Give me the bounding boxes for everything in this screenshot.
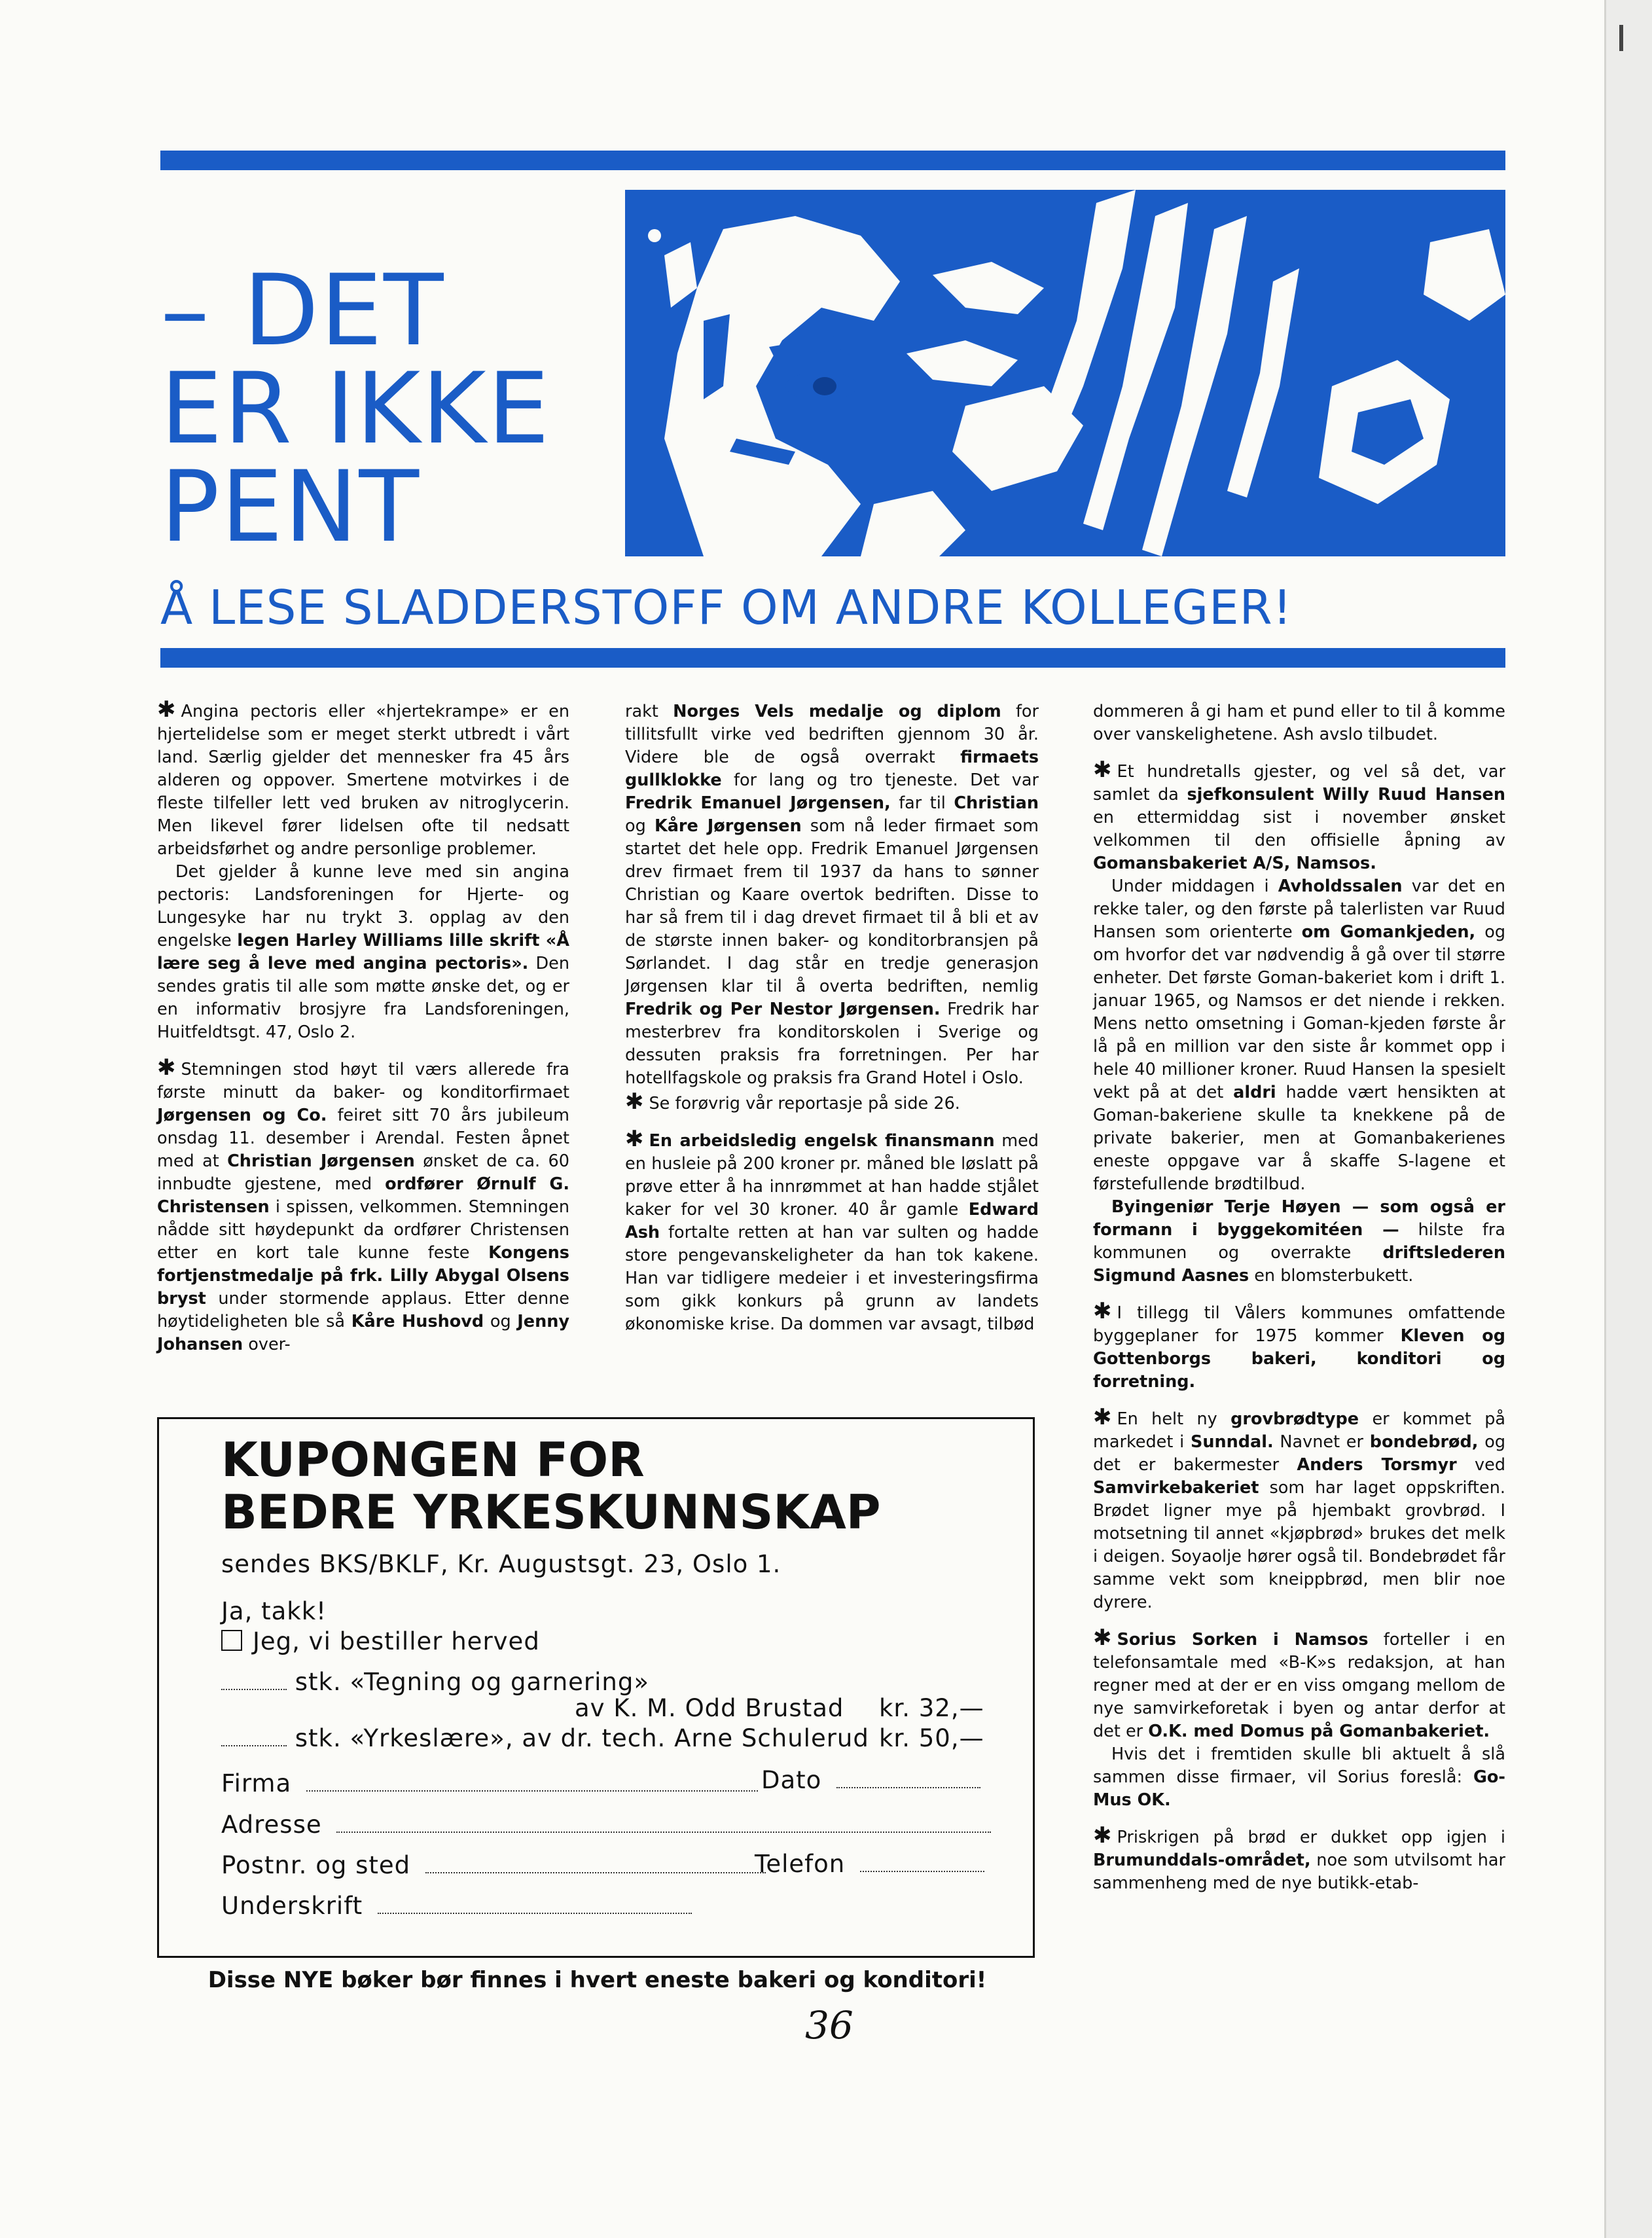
- headline-line-2: ER IKKE: [160, 352, 551, 466]
- portrait-illustration-icon: [625, 190, 1505, 556]
- item-text: noe som utvilsomt har sammenheng med de nye butikk-etab-: [1093, 1850, 1505, 1893]
- item-text: Navnet er: [1280, 1432, 1363, 1452]
- item-text: en ettermiddag sist i november ønsket velkommen til den offisielle åpning av: [1093, 808, 1505, 850]
- bottom-rule: [160, 648, 1505, 668]
- adresse-label: Adresse: [221, 1811, 322, 1839]
- item-text: Hvis det i fremtiden skulle bli aktuelt å slå sammen disse firmaer, vil Sorius foreslå:: [1093, 1744, 1505, 1787]
- telefon-label: Telefon: [755, 1850, 846, 1878]
- item-text-bold: Sorius Sorken i Namsos: [1117, 1630, 1369, 1650]
- item-text: feiret sitt 70 års jubileum onsdag 11. desember i Arendal. Festen åpnet med at: [157, 1106, 569, 1171]
- item-text-bold: bondebrød,: [1369, 1432, 1479, 1452]
- asterisk-icon: ✱: [625, 1089, 644, 1115]
- item-text: for tillitsfullt virke ved bedriften gjennom 30 år. Videre ble de også overrakt: [625, 702, 1039, 767]
- page-edge: [1604, 0, 1652, 2238]
- item-text-bold: Norges Vels medalje og diplom: [673, 702, 1001, 721]
- coupon-title-line-1: KUPONGEN FOR: [221, 1432, 645, 1487]
- telefon-field[interactable]: [860, 1856, 984, 1872]
- news-item: [1093, 1404, 1506, 1614]
- underskrift-label: Underskrift: [221, 1892, 363, 1920]
- column-1: [157, 696, 570, 1371]
- quantity-field-1[interactable]: [221, 1674, 287, 1690]
- item-text: forteller i en telefonsamtale med «B-K»s redaksjon, at han regner med at der er en viss omgang mellom de nye samvirkeforetak i byen og antar derfor at det er: [1093, 1630, 1505, 1741]
- item-text: under stormende applaus. Etter denne høytideligheten ble så: [157, 1289, 569, 1331]
- coupon-yes: Ja, takk!: [221, 1597, 327, 1625]
- order-checkbox[interactable]: [221, 1630, 242, 1651]
- item-text-bold: firmaets gullklokke: [625, 748, 1039, 790]
- item-text-bold: Avholdssalen: [1278, 876, 1403, 896]
- item-text-bold: En arbeidsledig engelsk finansmann: [649, 1131, 995, 1151]
- item-text-bold: Christian: [954, 793, 1039, 813]
- news-item: [625, 1089, 1039, 1115]
- postnr-field[interactable]: [425, 1858, 766, 1873]
- item-text-bold: om Gomankjeden,: [1301, 922, 1476, 942]
- item-text: og om hvorfor det var nødvendig å gå over til større enheter. Det første Goman-bakeriet kom i drift 1. januar 1965, og Namsos er det niende i rekken. Mens netto omsetning i Goman-kjeden første år lå på en million var den siste år kommet opp i hele 40 millioner kroner. Ruud Hansen la spesielt vekt på at det: [1093, 922, 1506, 1102]
- item-text: ved: [1475, 1455, 1506, 1475]
- adresse-field[interactable]: [336, 1817, 991, 1833]
- column-2: [625, 700, 1039, 1350]
- firma-row: [221, 1769, 758, 1798]
- item-text-bold: aldri: [1233, 1083, 1276, 1102]
- firma-field[interactable]: [306, 1776, 758, 1792]
- item-text: Under middagen i: [1111, 876, 1269, 896]
- item-text-bold: Sunndal.: [1190, 1432, 1274, 1452]
- item-text: Stemningen stod høyt til værs allerede fra første minutt da baker- og konditorfirmaet: [157, 1060, 569, 1102]
- telefon-row: [755, 1850, 984, 1879]
- item-text: Priskrigen på brød er dukket opp igjen i: [1117, 1828, 1505, 1847]
- corner-mark: [1619, 25, 1623, 51]
- item-text-bold: legen Harley Williams lille skrift «Å lære seg å leve med angina pectoris».: [157, 931, 569, 973]
- asterisk-icon: ✱: [1093, 1822, 1112, 1849]
- postnr-row: [221, 1851, 766, 1880]
- coupon-title-line-2: BEDRE YRKESKUNNSKAP: [221, 1485, 881, 1540]
- item-text: over-: [248, 1335, 291, 1354]
- item-text-bold: Go-Mus OK.: [1093, 1767, 1506, 1810]
- item-text-bold: Kleven og Gottenborgs bakeri,: [1093, 1326, 1505, 1369]
- item-text: som nå leder firmaet som startet det hele opp. Fredrik Emanuel Jørgensen drev firmaet frem til 1937 da hans to sønner Christian og Kaare overtok bedriften. Disse to har så frem til i dag drevet firmaet til å bli et av de største innen baker- og konditorbransjen på Sørlandet. I dag står en tredje generasjon Jørgensen klar til å overta bedriften, nemlig: [625, 816, 1039, 996]
- item-text: i spissen, velkommen. Stemningen nådde sitt høydepunkt da ordfører Christensen etter en kort tale kunne feste: [157, 1197, 570, 1263]
- headline-line-3: PENT: [160, 450, 421, 564]
- item-text: Se forøvrig vår reportasje på side 26.: [649, 1094, 960, 1113]
- item-text: med en husleie på 200 kroner pr. måned ble løslatt på prøve etter å ha innrømmet at han hadde stjålet kaker for vel 30 kroner. 40 år gamle: [625, 1131, 1039, 1219]
- asterisk-icon: ✱: [1093, 1625, 1112, 1651]
- underskrift-field[interactable]: [378, 1898, 692, 1914]
- item-text-bold: O.K. med Domus på Gomanbakeriet.: [1148, 1722, 1490, 1741]
- item-text: rakt: [625, 702, 658, 721]
- item-text-bold: Edward Ash: [625, 1200, 1039, 1242]
- item-text-bold: sjefkonsulent Willy Ruud Hansen: [1187, 785, 1505, 804]
- headline-line-1: – DET: [160, 254, 445, 368]
- news-item: [1093, 1625, 1506, 1812]
- news-item: [625, 700, 1039, 1090]
- news-item: [625, 1126, 1039, 1336]
- book-2-price: kr. 50,—: [879, 1724, 984, 1752]
- quantity-field-2[interactable]: [221, 1731, 287, 1746]
- news-item: [157, 696, 569, 1044]
- news-item: [157, 1055, 570, 1356]
- item-text: dommeren å gi ham et pund eller to til å komme over vanskelighetene. Ash avslo tilbudet.: [1093, 702, 1505, 744]
- item-text-bold: Kongens fortjenstmedalje på frk. Lilly Abygal Olsens bryst: [157, 1243, 569, 1309]
- item-text: hadde vært hensikten at Goman-bakeriene skulle ta knekkene på de private bakerier, men at Gomanbakerienes eneste oppgave var å skaffe S-lagene et førstefullende brødtilbud.: [1093, 1083, 1506, 1194]
- postnr-label: Postnr. og sted: [221, 1851, 411, 1879]
- item-text-bold: Gomansbakeriet A/S, Namsos.: [1093, 854, 1376, 873]
- item-text-bold: Jørgensen og Co.: [157, 1106, 327, 1125]
- item-text: som har laget oppskriften. Brødet ligner mye på hjembakt grovbrød. I motsetning til annet «kjøpbrød» brukes det melk i deigen. Soyaolje hører også til. Bondebrødet får samme vekt som kneippbrød, men blir noe dyrere.: [1093, 1478, 1505, 1612]
- coupon-book-2: [221, 1724, 869, 1753]
- adresse-row: [221, 1811, 991, 1839]
- item-text-bold: Fredrik Emanuel Jørgensen,: [625, 793, 891, 813]
- book-1-author: av K. M. Odd Brustad: [575, 1694, 844, 1722]
- item-text: ønsket de ca. 60 innbudte gjestene, med: [157, 1151, 569, 1194]
- item-text-bold: Kåre Hushovd: [351, 1312, 484, 1331]
- item-text-bold: Jenny Johansen: [157, 1312, 570, 1354]
- item-text-bold: Kåre Jørgensen: [654, 816, 802, 836]
- book-1-price: kr. 32,—: [879, 1694, 984, 1722]
- item-text-bold: Christian Jørgensen: [227, 1151, 415, 1171]
- item-text: En helt ny: [1117, 1409, 1217, 1429]
- news-item: [1093, 757, 1506, 1288]
- item-text: Et hundretalls gjester, og vel så det, var samlet da: [1093, 762, 1505, 804]
- item-text-bold: Brumunddals-området,: [1093, 1850, 1311, 1870]
- item-text-bold: Anders Torsmyr: [1297, 1455, 1457, 1475]
- top-rule: [160, 151, 1505, 170]
- item-text-bold: konditori og forretning.: [1093, 1349, 1505, 1392]
- subheadline: Å LESE SLADDERSTOFF OM ANDRE KOLLEGER!: [160, 580, 1293, 635]
- item-text: og det er bakermester: [1093, 1432, 1506, 1475]
- book-1-label: stk. «Tegning og garnering»: [295, 1668, 649, 1696]
- column-3: [1093, 700, 1505, 1909]
- firma-label: Firma: [221, 1769, 292, 1797]
- item-text: og: [625, 816, 646, 836]
- item-text-bold: ordfører Ørnulf G. Christensen: [157, 1174, 570, 1217]
- coupon-footer: Disse NYE bøker bør finnes i hvert eneste bakeri og konditori!: [207, 1967, 987, 1993]
- item-text-bold: Samvirkebakeriet: [1093, 1478, 1259, 1498]
- underskrift-row: [221, 1892, 692, 1921]
- asterisk-icon: ✱: [1093, 1404, 1112, 1430]
- asterisk-icon: ✱: [157, 696, 176, 723]
- dato-field[interactable]: [836, 1773, 980, 1788]
- item-text: Det gjelder å kunne leve med sin angina pectoris: Landsforeningen for Hjerte- og Lungesyke har nu trykt 3. opplag av den engelske: [157, 862, 569, 950]
- dato-row: [761, 1766, 980, 1795]
- page-number: 36: [805, 2003, 853, 2048]
- item-text: for lang og tro tjeneste. Det var: [734, 770, 1039, 790]
- asterisk-icon: ✱: [625, 1126, 644, 1152]
- coupon-order-label: Jeg, vi bestiller herved: [253, 1627, 540, 1655]
- news-item: [1093, 1298, 1505, 1394]
- headline: [160, 254, 619, 564]
- item-text: I tillegg til Vålers kommunes omfattende byggeplaner for 1975 kommer: [1093, 1303, 1505, 1346]
- dato-label: Dato: [761, 1766, 822, 1794]
- news-item: [1093, 700, 1505, 746]
- item-text-bold: grovbrødtype: [1230, 1409, 1359, 1429]
- item-text-bold: Fredrik og Per Nestor Jørgensen.: [625, 1000, 941, 1019]
- news-item: [1093, 1822, 1505, 1895]
- item-text: fortalte retten at han var sulten og hadde store pengevanskeligheter da han tok kakene. Han var tidligere medeier i et investeringsfirma som gikk konkurs på grunn av landets økonomiske krise. Da dommen var avsagt, tilbød: [625, 1223, 1039, 1334]
- coupon-address: sendes BKS/BKLF, Kr. Augustsgt. 23, Oslo 1.: [221, 1550, 781, 1578]
- item-text: Den sendes gratis til alle som møtte ønske det, og er en informativ brosjyre fra Landsforeningen, Huitfeldtsgt. 47, Oslo 2.: [157, 954, 569, 1042]
- book-2-label: stk. «Yrkeslære», av dr. tech. Arne Schulerud: [295, 1724, 869, 1752]
- order-coupon: [157, 1417, 1035, 1958]
- item-text: en blomsterbukett.: [1254, 1266, 1414, 1286]
- asterisk-icon: ✱: [1093, 1298, 1112, 1324]
- coupon-order-row: [221, 1627, 540, 1656]
- item-text: Fredrik har mesterbrev fra konditorskolen i Sverige og dessuten praksis fra forretningen. Per har hotellfagskole og praksis fra Grand Hotel i Oslo.: [625, 1000, 1039, 1088]
- item-text: far til: [899, 793, 946, 813]
- item-text-bold: driftslederen Sigmund Aasnes: [1093, 1243, 1505, 1286]
- item-text: og: [490, 1312, 511, 1331]
- item-text: Angina pectoris eller «hjertekrampe» er en hjertelidelse som er meget sterkt utbredt i vårt land. Særlig gjelder det mennesker fra 45 års alderen og oppover. Smertene motvirkes i de fleste tilfeller lett ved bruken av nitroglycerin. Men likevel fører lidelsen ofte til nedsatt arbeidsførhet og andre personlige problemer.: [157, 702, 569, 859]
- item-text: var det en rekke taler, og den første på talerlisten var Ruud Hansen som orienterte: [1093, 876, 1506, 942]
- coupon-title: [221, 1434, 881, 1538]
- item-text: er kommet på markedet i: [1093, 1409, 1506, 1452]
- asterisk-icon: ✱: [157, 1055, 176, 1081]
- item-text: hilste fra kommunen og overrakte: [1093, 1220, 1505, 1263]
- asterisk-icon: ✱: [1093, 757, 1112, 783]
- coupon-book-1: [221, 1668, 649, 1697]
- item-text-bold: Byingeniør Terje Høyen — som også er formann i byggekomitéen —: [1093, 1197, 1505, 1240]
